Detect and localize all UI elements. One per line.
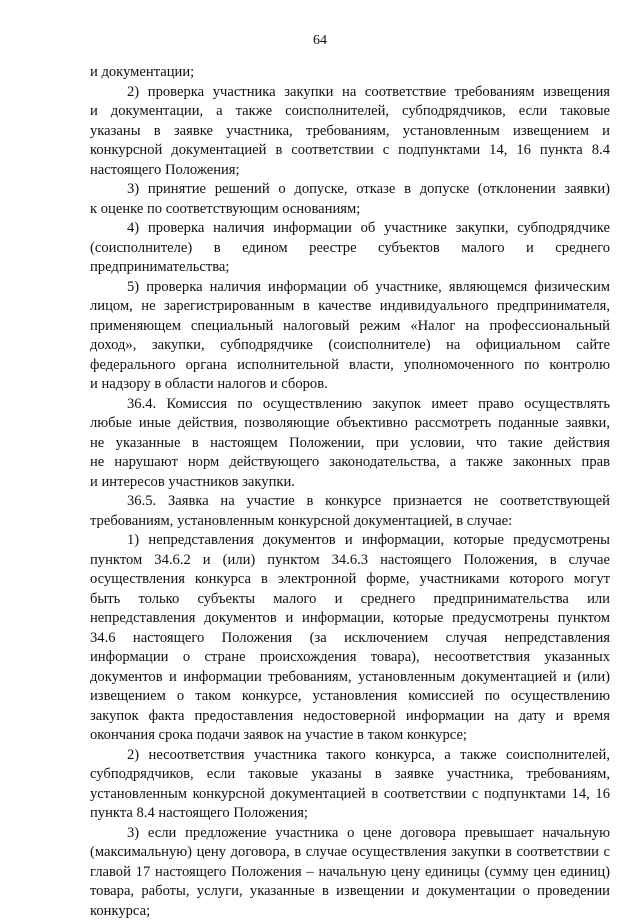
text-line: 34.6 настоящего Положения (за исключением случая непредставления bbox=[90, 629, 610, 649]
document-body bbox=[90, 63, 610, 921]
text-line: 4) проверка наличия информации об участнике закупки, субподрядчике bbox=[90, 219, 610, 239]
text-line: настоящего Положения; bbox=[90, 161, 610, 181]
text-line: пунктом 34.6.2 и (или) пунктом 34.6.3 настоящего Положения, в случае bbox=[90, 551, 610, 571]
text-line: и документации; bbox=[90, 63, 610, 83]
text-line: 36.5. Заявка на участие в конкурсе признается не соответствующей bbox=[90, 492, 610, 512]
text-line: конкурса; bbox=[90, 902, 610, 921]
text-line: требованиям, установленным конкурсной документацией, в случае: bbox=[90, 512, 610, 532]
text-line: установленным конкурсной документацией в соответствии с подпунктами 14, 16 bbox=[90, 785, 610, 805]
text-line: окончания срока подачи заявок на участие в таком конкурсе; bbox=[90, 726, 610, 746]
text-line: 3) если предложение участника о цене договора превышает начальную bbox=[90, 824, 610, 844]
text-line: главой 17 настоящего Положения – начальную цену единицы (сумму цен единиц) bbox=[90, 863, 610, 883]
text-line: и документации, а также соисполнителей, субподрядчиков, если таковые bbox=[90, 102, 610, 122]
text-line: 2) несоответствия участника такого конкурса, а также соисполнителей, bbox=[90, 746, 610, 766]
text-line: документов и информации требованиям, установленным документацией и (или) bbox=[90, 668, 610, 688]
text-line: быть только субъекты малого и среднего предпринимательства или bbox=[90, 590, 610, 610]
text-line: (соисполнителе) в едином реестре субъектов малого и среднего bbox=[90, 239, 610, 259]
text-line: закупок факта предоставления недостоверной информации на дату и время bbox=[90, 707, 610, 727]
text-line: доход», закупки, субподрядчике (соисполнителе) на официальном сайте bbox=[90, 336, 610, 356]
text-line: любые иные действия, позволяющие объективно рассмотреть поданные заявки, bbox=[90, 414, 610, 434]
text-line: применяющем специальный налоговый режим «Налог на профессиональный bbox=[90, 317, 610, 337]
text-line: (максимальную) цену договора, в случае осуществления закупки в соответствии с bbox=[90, 843, 610, 863]
text-line: осуществления конкурса в электронной форме, участниками которого могут bbox=[90, 570, 610, 590]
text-line: федерального органа исполнительной власти, уполномоченного по контролю bbox=[90, 356, 610, 376]
text-line: к оценке по соответствующим основаниям; bbox=[90, 200, 610, 220]
text-line: и интересов участников закупки. bbox=[90, 473, 610, 493]
text-line: субподрядчиков, если таковые указаны в заявке участника, требованиям, bbox=[90, 765, 610, 785]
text-line: не указанные в настоящем Положении, при условии, что такие действия bbox=[90, 434, 610, 454]
text-line: информации о стране происхождения товара), несоответствия указанных bbox=[90, 648, 610, 668]
text-line: товара, работы, услуги, указанные в извещении и документации о проведении bbox=[90, 882, 610, 902]
text-line: непредставления документов и информации, которые предусмотрены пунктом bbox=[90, 609, 610, 629]
text-line: лицом, не зарегистрированным в качестве индивидуального предпринимателя, bbox=[90, 297, 610, 317]
text-line: 1) непредставления документов и информации, которые предусмотрены bbox=[90, 531, 610, 551]
text-line: предпринимательства; bbox=[90, 258, 610, 278]
text-line: 2) проверка участника закупки на соответствие требованиям извещения bbox=[90, 83, 610, 103]
text-line: конкурсной документацией в соответствии с подпунктами 14, 16 пункта 8.4 bbox=[90, 141, 610, 161]
text-line: не нарушают норм действующего законодательства, а также законных прав bbox=[90, 453, 610, 473]
text-line: извещением о таком конкурсе, установления комиссией по осуществлению bbox=[90, 687, 610, 707]
page-number: 64 bbox=[0, 33, 640, 49]
text-line: 5) проверка наличия информации об участнике, являющемся физическим bbox=[90, 278, 610, 298]
text-line: указаны в заявке участника, требованиям, установленным извещением и bbox=[90, 122, 610, 142]
text-line: 36.4. Комиссия по осуществлению закупок имеет право осуществлять bbox=[90, 395, 610, 415]
text-line: пункта 8.4 настоящего Положения; bbox=[90, 804, 610, 824]
text-line: и надзору в области налогов и сборов. bbox=[90, 375, 610, 395]
text-line: 3) принятие решений о допуске, отказе в допуске (отклонении заявки) bbox=[90, 180, 610, 200]
